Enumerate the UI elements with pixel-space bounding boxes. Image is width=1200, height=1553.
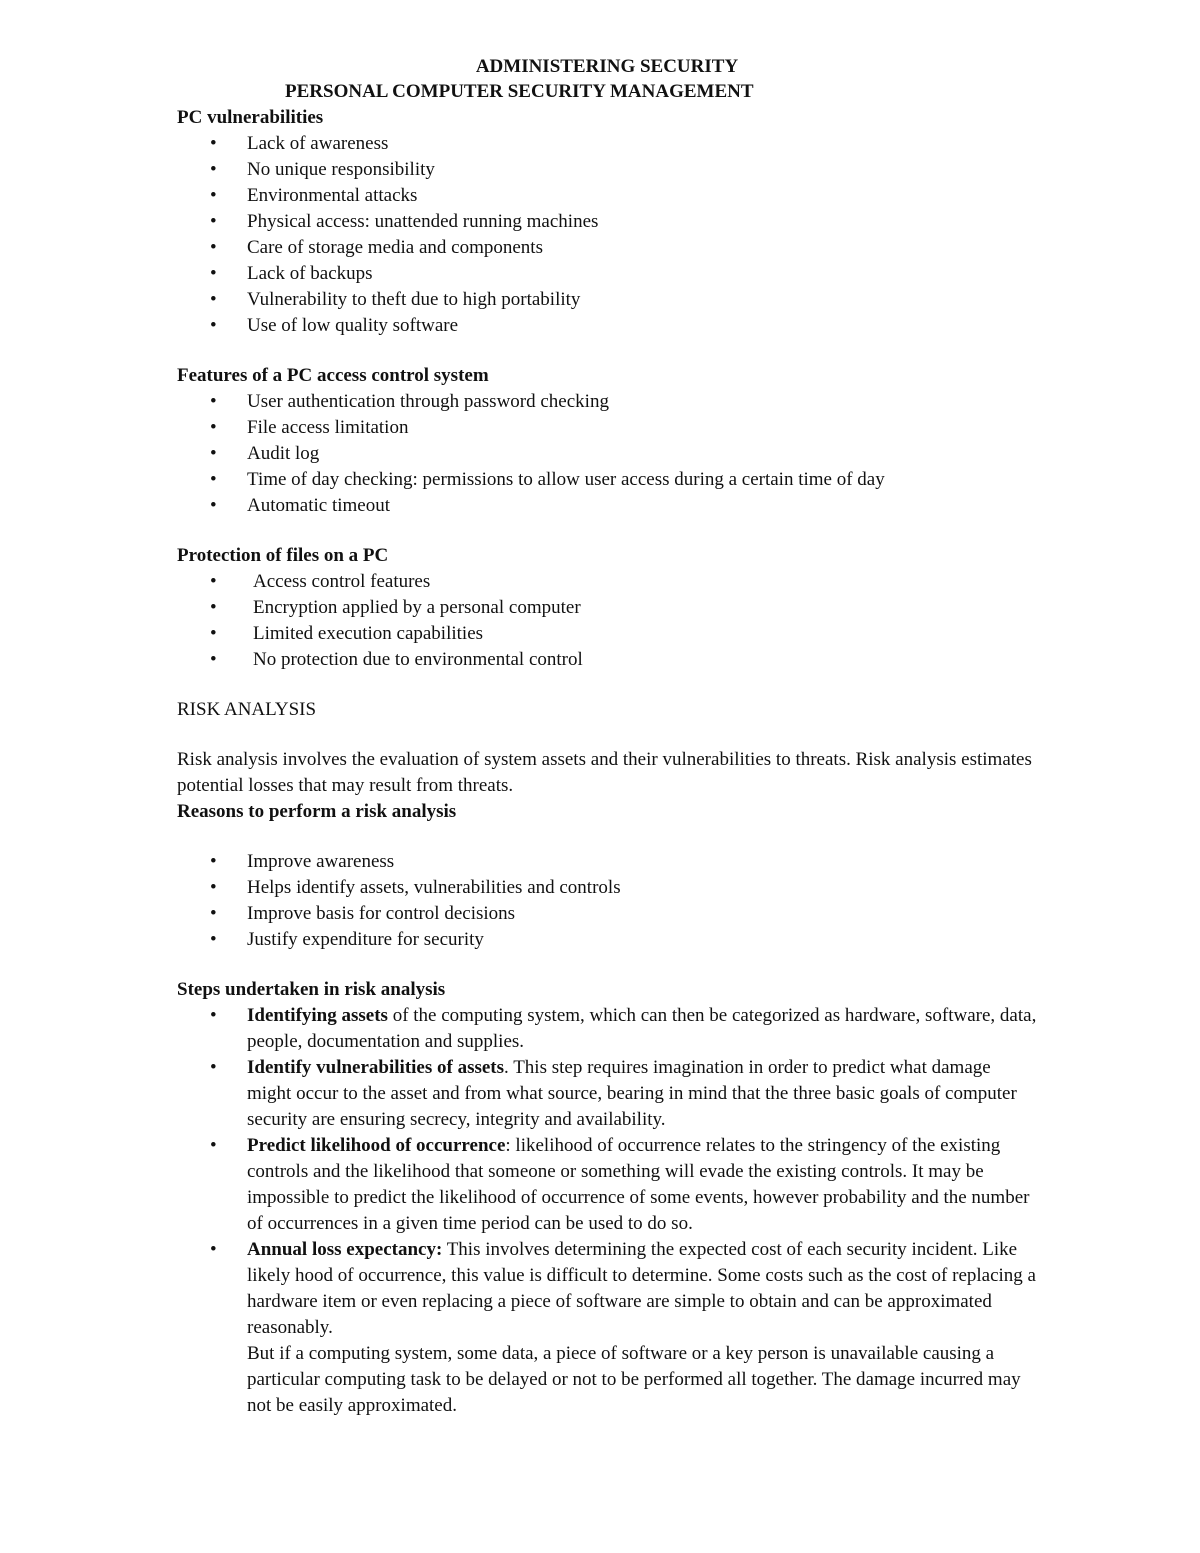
bullet-icon: • [210,903,217,924]
bullet-icon: • [210,623,217,644]
step-term: Predict likelihood of occurrence [247,1135,506,1156]
list-item: • Use of low quality software [177,313,1037,339]
bullet-icon: • [210,929,217,950]
step-term: Annual loss expectancy: [247,1239,443,1260]
risk-analysis-heading: RISK ANALYSIS [177,699,317,720]
list-item: • Improve basis for control decisions [177,901,1037,927]
list-item: • Care of storage media and components [177,235,1037,261]
step-text: This involves determining the expected cost of each security incident. Like likely hood of occurrence, this value is difficult to determine. Some costs such as the cost of replacing a hardware item or even replacing a piece of software are simple to obtain and can be approximated reasonably. [247,1239,1036,1338]
file-protection-heading: Protection of files on a PC [177,545,389,566]
list-item: • Lack of awareness [177,131,1037,157]
bullet-icon: • [210,263,217,284]
bullet-icon: • [210,289,217,310]
list-item [177,1237,1037,1419]
document-subtitle: PERSONAL COMPUTER SECURITY MANAGEMENT [285,81,754,102]
bullet-icon: • [210,315,217,336]
document-page [177,54,1037,1419]
bullet-icon: • [210,597,217,618]
list-item: • User authentication through password checking [177,389,1037,415]
risk-analysis-intro: Risk analysis involves the evaluation of system assets and their vulnerabilities to threats. Risk analysis estimates potential losses that may result from threats. [177,749,1032,796]
list-item: • Improve awareness [177,849,1037,875]
list-item: • Audit log [177,441,1037,467]
step-text: . This step requires imagination in order to predict what damage might occur to the asset and from what source, bearing in mind that the three basic goals of computer security are ensuring secrecy, integrity and availability. [247,1057,1017,1130]
bullet-icon: • [210,571,217,592]
list-item [177,1133,1037,1237]
list-item: • Environmental attacks [177,183,1037,209]
bullet-icon: • [210,495,217,516]
list-item: • Lack of backups [177,261,1037,287]
bullet-icon: • [210,469,217,490]
pc-vulnerabilities-heading: PC vulnerabilities [177,107,324,128]
list-item: • Encryption applied by a personal computer [177,595,1037,621]
bullet-icon: • [210,185,217,206]
list-item: • Vulnerability to theft due to high portability [177,287,1037,313]
step-term: Identify vulnerabilities of assets [247,1057,505,1078]
file-protection-list [177,569,1037,673]
bullet-icon: • [210,443,217,464]
list-item: • No protection due to environmental control [177,647,1037,673]
bullet-icon: • [210,211,217,232]
document-title: ADMINISTERING SECURITY [475,56,739,77]
step-text: of the computing system, which can then be categorized as hardware, software, data, people, documentation and supplies. [247,1005,1037,1052]
reasons-heading: Reasons to perform a risk analysis [177,801,457,822]
list-item: • Justify expenditure for security [177,927,1037,953]
list-item: • Automatic timeout [177,493,1037,519]
access-control-heading: Features of a PC access control system [177,365,489,386]
list-item: • Helps identify assets, vulnerabilities and controls [177,875,1037,901]
bullet-icon: • [210,1057,217,1078]
bullet-icon: • [210,237,217,258]
bullet-icon: • [210,1239,217,1260]
access-control-list [177,389,1037,519]
list-item: • Physical access: unattended running machines [177,209,1037,235]
bullet-icon: • [210,159,217,180]
steps-heading: Steps undertaken in risk analysis [177,979,446,1000]
reasons-list [177,849,1037,953]
bullet-icon: • [210,649,217,670]
list-item: • Limited execution capabilities [177,621,1037,647]
bullet-icon: • [210,391,217,412]
pc-vulnerabilities-list [177,131,1037,339]
bullet-icon: • [210,1135,217,1156]
bullet-icon: • [210,877,217,898]
list-item: • No unique responsibility [177,157,1037,183]
bullet-icon: • [210,1005,217,1026]
bullet-icon: • [210,851,217,872]
step-text: : likelihood of occurrence relates to the stringency of the existing controls and the likelihood that someone or something will evade the existing controls. It may be impossible to predict the likelihood of occurrence of some events, however probability and the number of occurrences in a given time period can be used to do so. [247,1135,1030,1234]
steps-list [177,1003,1037,1419]
list-item: • Access control features [177,569,1037,595]
list-item: • File access limitation [177,415,1037,441]
list-item: • Time of day checking: permissions to allow user access during a certain time of day [177,467,1037,493]
list-item [177,1003,1037,1055]
list-item [177,1055,1037,1133]
step-continuation: But if a computing system, some data, a piece of software or a key person is unavailable causing a particular computing task to be delayed or not to be performed all together. The damage incurred may not be easily approximated. [247,1343,1021,1416]
bullet-icon: • [210,133,217,154]
bullet-icon: • [210,417,217,438]
step-term: Identifying assets [247,1005,388,1026]
